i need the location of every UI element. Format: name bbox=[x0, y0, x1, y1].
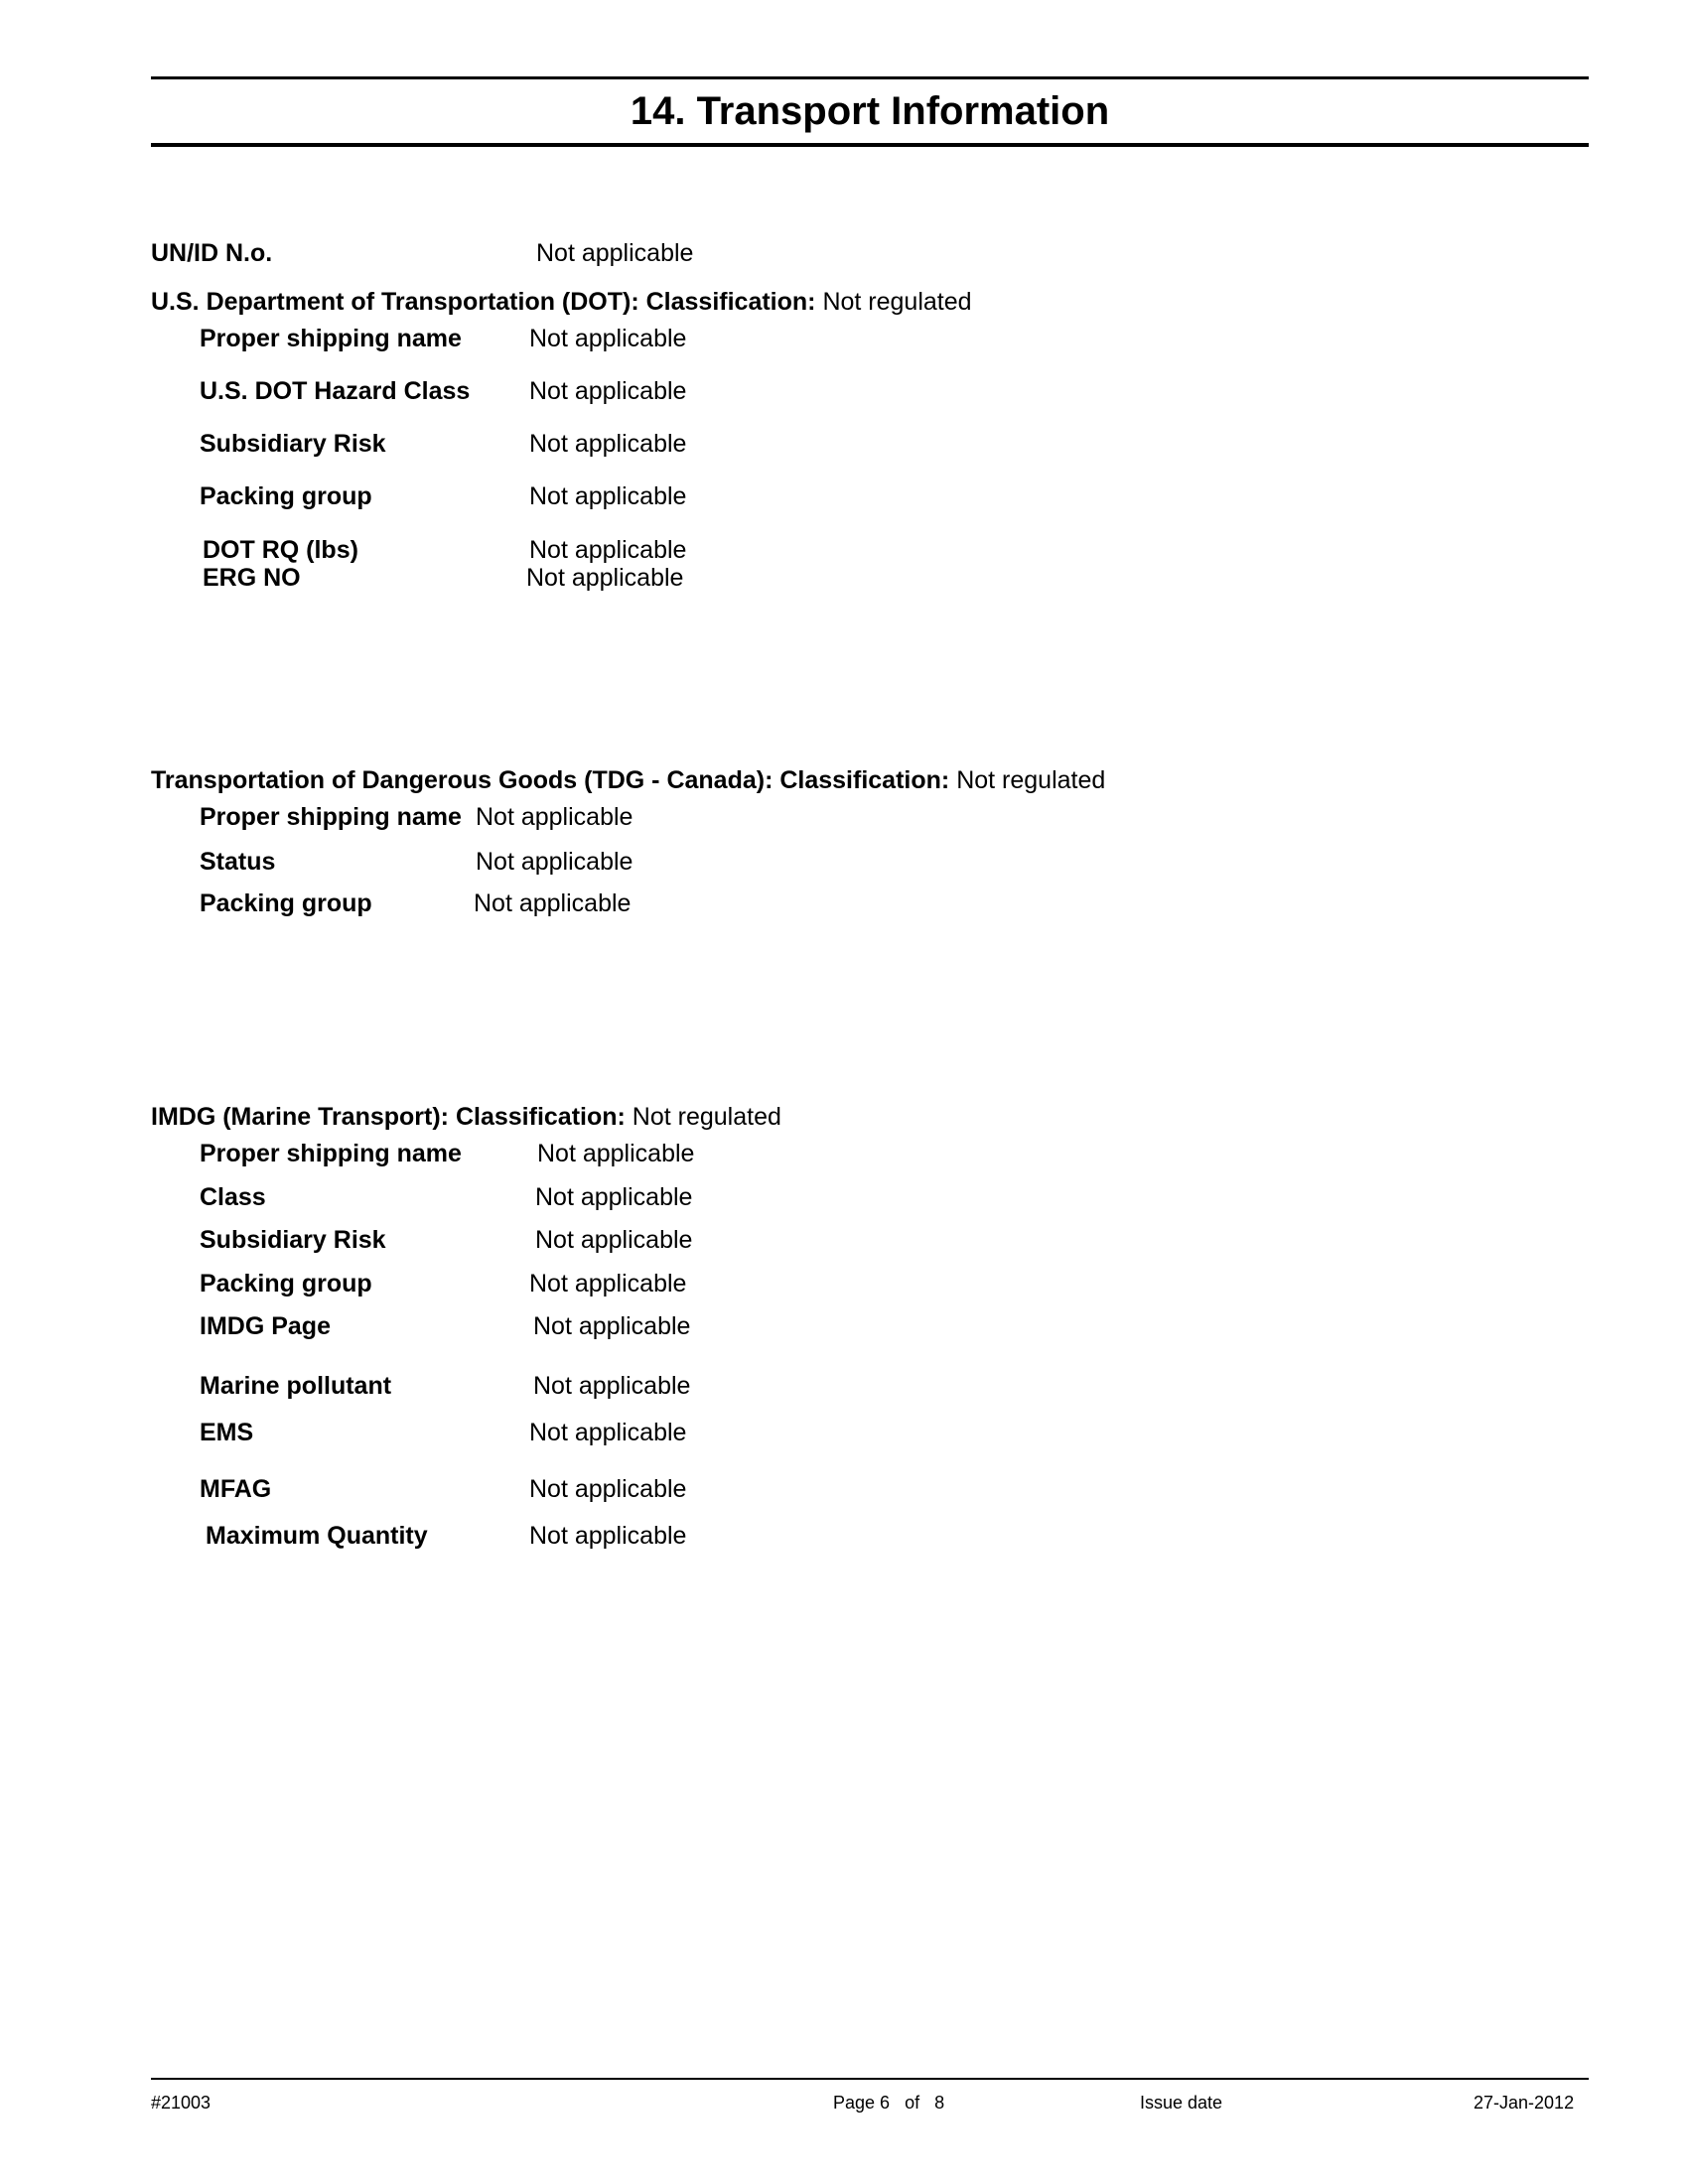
dot-row-value: Not applicable bbox=[529, 325, 687, 352]
footer-rule bbox=[151, 2078, 1589, 2080]
section-title: 14. Transport Information bbox=[630, 89, 1110, 133]
header-rule-bottom bbox=[151, 143, 1589, 147]
page-indicator bbox=[833, 2092, 944, 2114]
dot-row-value: Not applicable bbox=[529, 536, 687, 564]
imdg-classification: Not regulated bbox=[632, 1103, 781, 1131]
dot-row-label: ERG NO bbox=[203, 564, 301, 592]
tdg-row-label: Status bbox=[200, 848, 276, 876]
imdg-row-label: IMDG Page bbox=[200, 1312, 331, 1340]
unid-value: Not applicable bbox=[536, 239, 694, 267]
doc-number: #21003 bbox=[151, 2093, 211, 2113]
dot-classification: Not regulated bbox=[822, 288, 972, 316]
dot-row-label: DOT RQ (lbs) bbox=[203, 536, 358, 564]
unid-label: UN/ID N.o. bbox=[151, 239, 273, 267]
dot-row-label: Subsidiary Risk bbox=[200, 430, 386, 458]
dot-row-value: Not applicable bbox=[529, 430, 687, 458]
imdg-row-label: Subsidiary Risk bbox=[200, 1226, 386, 1254]
imdg-row-value: Not applicable bbox=[537, 1140, 695, 1167]
dot-row-value: Not applicable bbox=[529, 377, 687, 405]
header-rule-top bbox=[151, 76, 1589, 79]
imdg-row-label: Class bbox=[200, 1183, 266, 1211]
dot-heading-text: U.S. Department of Transportation (DOT): Classification: bbox=[151, 288, 816, 316]
tdg-heading-text: Transportation of Dangerous Goods (TDG - Canada): Classification: bbox=[151, 766, 950, 794]
tdg-row-value: Not applicable bbox=[476, 848, 633, 876]
dot-row-label: Packing group bbox=[200, 482, 372, 510]
imdg-row-value: Not applicable bbox=[529, 1270, 687, 1297]
page-label: Page 6 bbox=[833, 2093, 891, 2113]
dot-row-label: U.S. DOT Hazard Class bbox=[200, 377, 471, 405]
issue-date: 27-Jan-2012 bbox=[1474, 2093, 1575, 2113]
page-total: 8 bbox=[934, 2093, 945, 2113]
imdg-row-value: Not applicable bbox=[529, 1522, 687, 1550]
tdg-row-label: Proper shipping name bbox=[200, 803, 462, 831]
tdg-row-value: Not applicable bbox=[476, 803, 633, 831]
tdg-heading bbox=[151, 765, 1105, 795]
imdg-row-value: Not applicable bbox=[529, 1475, 687, 1503]
dot-row-label: Proper shipping name bbox=[200, 325, 462, 352]
tdg-row-label: Packing group bbox=[200, 889, 372, 917]
imdg-row-value: Not applicable bbox=[533, 1372, 691, 1400]
imdg-row-label: MFAG bbox=[200, 1475, 272, 1503]
dot-row-value: Not applicable bbox=[526, 564, 684, 592]
tdg-classification: Not regulated bbox=[956, 766, 1106, 794]
imdg-heading-text: IMDG (Marine Transport): Classification: bbox=[151, 1103, 626, 1131]
issue-date-label: Issue date bbox=[1140, 2093, 1223, 2113]
page-of-label: of bbox=[905, 2093, 920, 2113]
imdg-row-label: EMS bbox=[200, 1419, 254, 1446]
imdg-row-label: Marine pollutant bbox=[200, 1372, 392, 1400]
dot-row-value: Not applicable bbox=[529, 482, 687, 510]
imdg-row-label: Packing group bbox=[200, 1270, 372, 1297]
imdg-row-label: Proper shipping name bbox=[200, 1140, 462, 1167]
imdg-row-value: Not applicable bbox=[535, 1226, 693, 1254]
imdg-row-value: Not applicable bbox=[529, 1419, 687, 1446]
imdg-heading bbox=[151, 1102, 781, 1132]
imdg-row-value: Not applicable bbox=[533, 1312, 691, 1340]
dot-heading bbox=[151, 287, 972, 317]
imdg-row-value: Not applicable bbox=[535, 1183, 693, 1211]
tdg-row-value: Not applicable bbox=[474, 889, 632, 917]
imdg-row-label: Maximum Quantity bbox=[206, 1522, 428, 1550]
